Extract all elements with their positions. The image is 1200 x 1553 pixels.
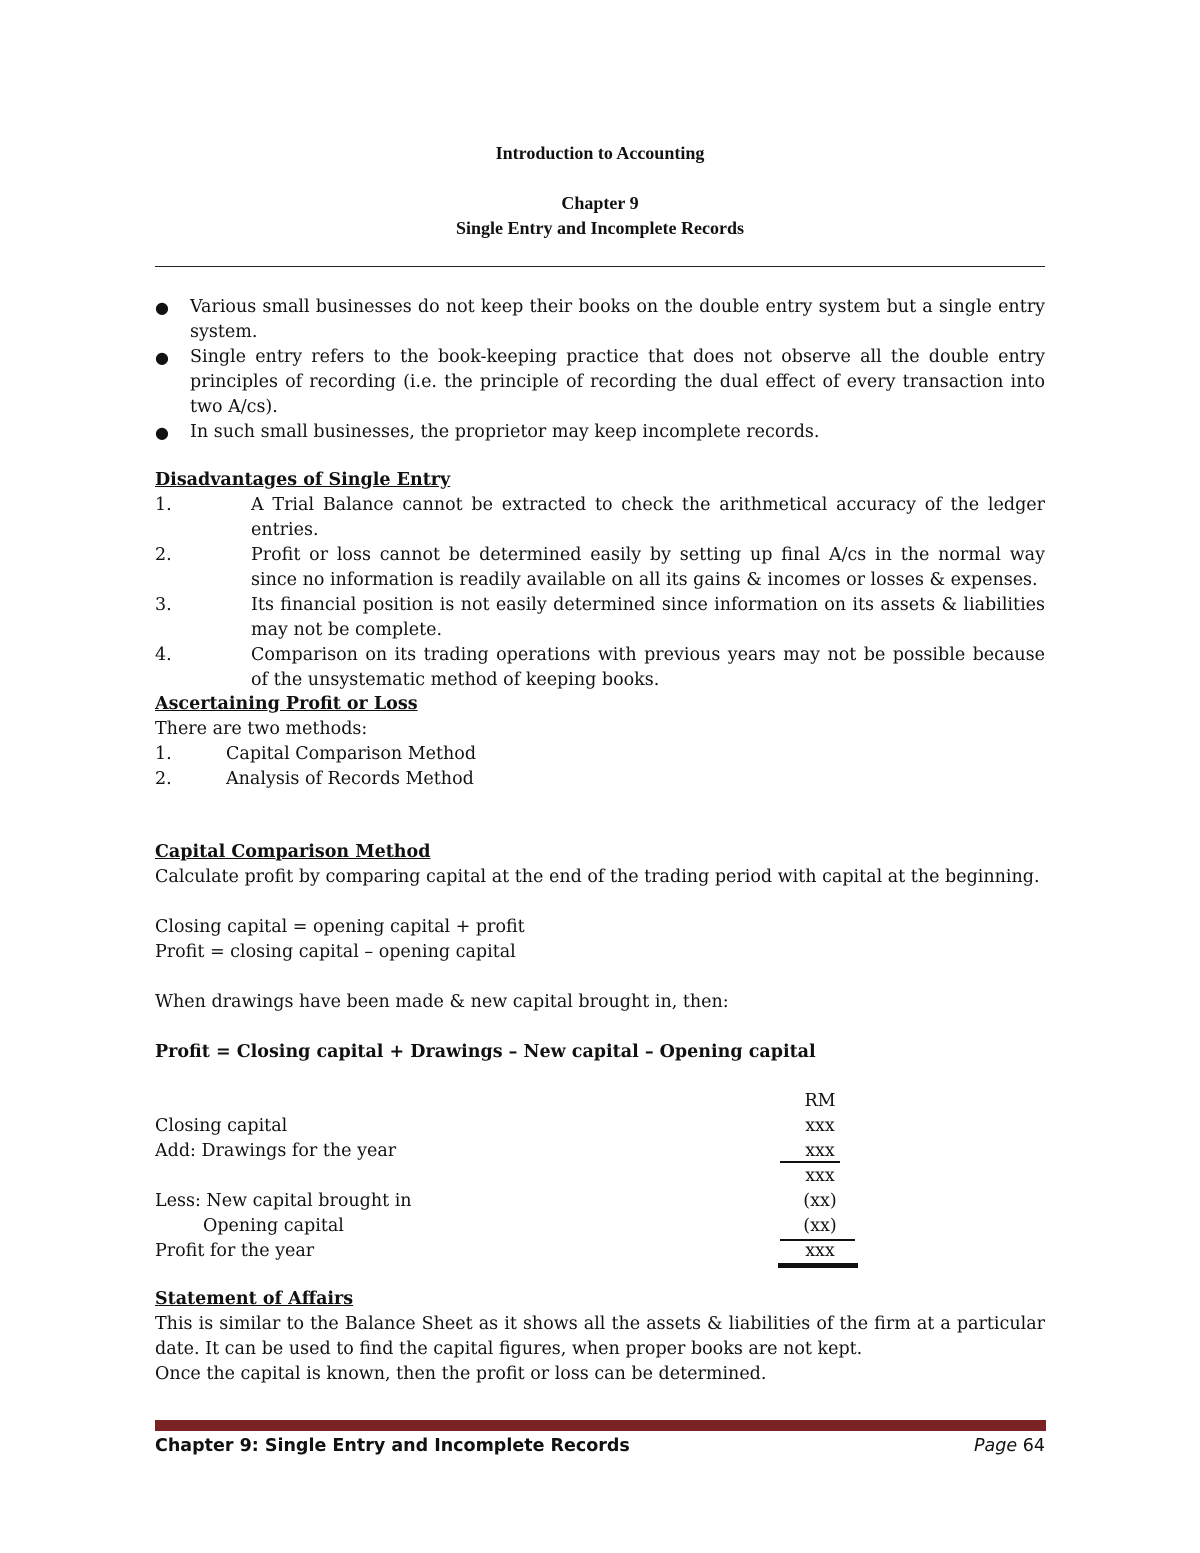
disadvantages-section [155, 468, 1045, 693]
section-heading: Ascertaining Profit or Loss [155, 694, 418, 714]
section-paragraph: Once the capital is known, then the profit or loss can be determined. [155, 1364, 767, 1384]
double-underline [778, 1263, 858, 1268]
chapter-label: Chapter 9 [561, 193, 639, 213]
method-description: Calculate profit by comparing capital at the end of the trading period with capital at the beginning. [155, 867, 1040, 887]
bullet-icon: ● [155, 348, 169, 367]
formula-line: Profit = closing capital – opening capital [155, 942, 516, 962]
statement-of-affairs-section [155, 1287, 1045, 1387]
bullet-icon: ● [155, 298, 169, 317]
currency-header: RM [804, 1091, 836, 1111]
drawings-intro: When drawings have been made & new capital brought in, then: [155, 992, 729, 1012]
list-item: 1. A Trial Balance cannot be extracted to check the arithmetical accuracy of the ledger entries. [155, 495, 1045, 540]
table-row: Add: Drawings for the year xxx [155, 1141, 835, 1161]
capital-comparison-section [155, 840, 1045, 1065]
subtotal-underline [780, 1161, 840, 1163]
list-item: ● Various small businesses do not keep their books on the double entry system but a single entry system. [155, 297, 1045, 342]
bullet-icon: ● [155, 423, 169, 442]
table-header-row [155, 1089, 1045, 1114]
course-title: Introduction to Accounting [495, 143, 705, 163]
intro-bullet-list [155, 295, 1045, 445]
section-intro: There are two methods: [155, 719, 368, 739]
table-row: xxx [805, 1166, 835, 1186]
profit-calculation-table [155, 1089, 1045, 1264]
list-item: ● In such small businesses, the proprietor may keep incomplete records. [155, 420, 1045, 445]
page-number: Page 64 [973, 1436, 1045, 1456]
list-item: 2. Analysis of Records Method [155, 769, 474, 789]
section-heading: Capital Comparison Method [155, 842, 431, 862]
list-item: 2. Profit or loss cannot be determined easily by setting up final A/cs in the normal way since no information is readily available on all its gains & incomes or losses & expenses. [155, 545, 1045, 590]
header-divider [155, 266, 1045, 267]
chapter-title: Single Entry and Incomplete Records [456, 218, 744, 238]
section-heading: Disadvantages of Single Entry [155, 470, 451, 490]
ascertaining-section [155, 692, 1045, 792]
table-row: Opening capital (xx) [203, 1216, 837, 1236]
footer-chapter-title: Chapter 9: Single Entry and Incomplete Records [155, 1436, 630, 1456]
list-item: 3. Its financial position is not easily determined since information on its assets & liabilities may not be complete. [155, 595, 1045, 640]
table-row: Profit for the year xxx [155, 1241, 835, 1261]
footer-bar [155, 1420, 1046, 1431]
total-underline [780, 1239, 855, 1241]
list-item: 4. Comparison on its trading operations with previous years may not be possible because of the unsystematic method of keeping books. [155, 645, 1045, 690]
list-item: 1. Capital Comparison Method [155, 744, 477, 764]
list-item: ● Single entry refers to the book-keeping practice that does not observe all the double entry principles of recording (i.e. the principle of recording the dual effect of every transaction into two A/cs). [155, 347, 1045, 417]
section-heading: Statement of Affairs [155, 1289, 354, 1309]
table-row: Closing capital xxx [155, 1116, 835, 1136]
section-paragraph: This is similar to the Balance Sheet as it shows all the assets & liabilities of the firm at a particular date. It can be used to find the capital figures, when proper books are not kept. [155, 1314, 1045, 1359]
formula-line: Closing capital = opening capital + profit [155, 917, 525, 937]
profit-formula: Profit = Closing capital + Drawings – New capital – Opening capital [155, 1042, 816, 1062]
table-row: Less: New capital brought in (xx) [155, 1191, 837, 1211]
